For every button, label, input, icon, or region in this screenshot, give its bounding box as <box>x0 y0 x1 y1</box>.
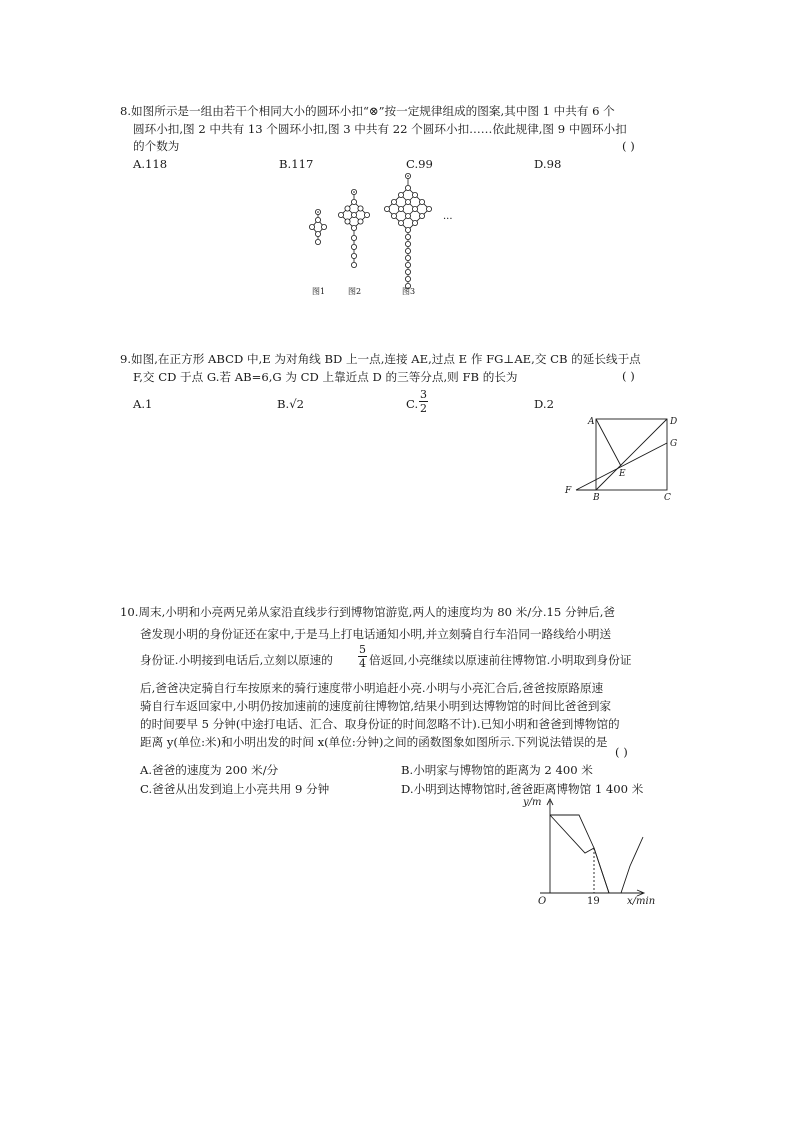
q10-x-axis-label: x/min <box>627 896 656 907</box>
q9-answer-paren: ( ) <box>622 369 635 383</box>
q10-answer-paren: ( ) <box>615 745 628 759</box>
q10-line-2: 爸发现小明的身份证还在家中,于是马上打电话通知小明,并立刻骑自行车沿同一路线给小明送 <box>140 627 612 641</box>
q8-option-a: A.118 <box>133 157 168 171</box>
q9-label-b: B <box>593 493 600 503</box>
q9-label-e: E <box>619 469 626 479</box>
q9-label-f: F <box>565 486 572 496</box>
q10-line-5: 骑自行车返回家中,小明仍按加速前的速度前往博物馆,结果小明到达博物馆的时间比爸爸到家 <box>140 699 612 713</box>
q10-line-6: 的时间要早 5 分钟(中途打电话、汇合、取身份证的时间忽略不计).已知小明和爸爸到博物馆的 <box>140 717 620 731</box>
q10-y-axis-label: y/m <box>523 797 542 808</box>
q9-label-c: C <box>664 493 671 503</box>
q10-fraction <box>358 644 367 669</box>
q8-line-3: 的个数为 <box>133 139 180 153</box>
q9-label-d: D <box>670 417 678 427</box>
q9-line-1: 9.如图,在正方形 ABCD 中,E 为对角线 BD 上一点,连接 AE,过点 E 作 FG⊥AE,交 CB 的延长线于点 <box>120 352 641 366</box>
q10-option-d: D.小明到达博物馆时,爸爸距离博物馆 1 400 米 <box>401 782 644 796</box>
q8-line-1: 8.如图所示是一组由若干个相同大小的圆环小扣“⊗”按一定规律组成的图案,其中图 1 中共有 6 个 <box>120 104 615 118</box>
q8-line-2: 圆环小扣,图 2 中共有 13 个圆环小扣,图 3 中共有 22 个圆环小扣……依此规律,图 9 中圆环小扣 <box>133 122 627 136</box>
q10-fraction-numerator: 5 <box>359 643 366 656</box>
q10-option-b: B.小明家与博物馆的距离为 2 400 米 <box>401 763 593 777</box>
q9-option-c: C. <box>406 397 419 411</box>
q10-option-c: C.爸爸从出发到追上小亮共用 9 分钟 <box>140 782 330 796</box>
q10-tick-19: 19 <box>587 896 600 907</box>
q8-answer-paren: ( ) <box>622 139 635 153</box>
q10-line-3b: 倍返回,小亮继续以原速前往博物馆.小明取到身份证 <box>369 653 632 667</box>
q9-option-c-denominator: 2 <box>420 402 427 415</box>
q9-option-a: A.1 <box>133 397 153 411</box>
q10-line-3a: 身份证.小明接到电话后,立刻以原速的 <box>140 653 333 667</box>
q8-fig3-label: 图3 <box>402 287 416 296</box>
q8-option-b: B.117 <box>279 157 314 171</box>
q8-option-c: C.99 <box>406 157 433 171</box>
q9-option-d: D.2 <box>534 397 554 411</box>
q9-option-c-fraction <box>419 389 428 414</box>
q10-line-7: 距离 y(单位:米)和小明出发的时间 x(单位:分钟)之间的函数图象如图所示.下列说法错误的是 <box>140 735 608 749</box>
q9-label-a: A <box>588 417 595 427</box>
q9-square-figure <box>560 410 690 505</box>
q10-line-1: 10.周末,小明和小亮两兄弟从家沿直线步行到博物馆游览,两人的速度均为 80 米/分.15 分钟后,爸 <box>120 605 616 619</box>
q10-origin-label: O <box>538 896 547 907</box>
q10-line-4: 后,爸爸决定骑自行车按原来的骑行速度带小明追赶小亮.小明与小亮汇合后,爸爸按原路原速 <box>140 681 604 695</box>
q10-option-a: A.爸爸的速度为 200 米/分 <box>140 763 279 777</box>
q8-ellipsis: ··· <box>443 214 453 225</box>
q9-option-b: B.√2 <box>277 397 304 411</box>
q9-label-g: G <box>670 439 678 449</box>
q9-line-2: F,交 CD 于点 G.若 AB=6,G 为 CD 上靠近点 D 的三等分点,则 FB 的长为 <box>133 370 518 384</box>
q8-option-d: D.98 <box>534 157 562 171</box>
q8-fig3-pattern <box>384 173 431 288</box>
q10-graph <box>515 793 675 913</box>
q8-figure <box>290 170 470 300</box>
q8-fig1-pattern <box>309 209 326 244</box>
q8-fig1-label: 图1 <box>312 287 326 296</box>
q8-fig2-label: 图2 <box>348 287 362 296</box>
q8-fig2-pattern <box>338 189 369 267</box>
q10-fraction-denominator: 4 <box>359 657 366 670</box>
q9-option-c-numerator: 3 <box>420 388 427 401</box>
